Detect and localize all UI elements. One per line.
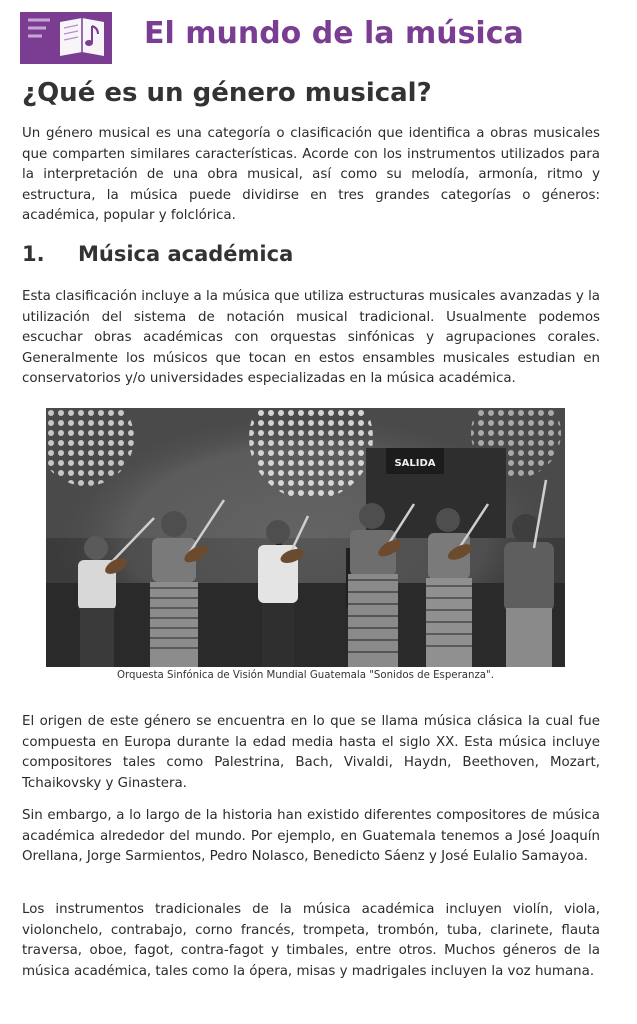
intro-paragraph: Un género musical es una categoría o clasificación que identifica a obras musicales que comparten similares características. Acorde con los instrumentos utilizados para la interpretación de una obra musical, así como su melodía, armonía, ritmo y estructura, la música puede dividirse en tres grandes categorías o géneros: académica, popular y folclórica. (22, 126, 600, 224)
subsection-title: Música académica (78, 242, 294, 266)
section-title: ¿Qué es un género musical? (22, 78, 432, 108)
orchestra-photo (46, 408, 565, 667)
photo-caption: Orquesta Sinfónica de Visión Mundial Guatemala "Sonidos de Esperanza". (117, 670, 494, 681)
chapter-title: El mundo de la música (144, 16, 524, 51)
page-header (20, 12, 620, 66)
origin-paragraph: El origen de este género se encuentra en lo que se llama música clásica la cual fue compuesta en Europa durante la edad media hasta el siglo XX. Esta música incluye compositores tales como Palestrina, Bach, Vivaldi, Haydn, Beethoven, Mozart, Tchaikovsky y Ginastera. (22, 714, 600, 791)
exit-sign: SALIDA (394, 458, 436, 469)
music-book-icon (20, 12, 112, 64)
subsection-number: 1. (22, 242, 45, 266)
academic-paragraph: Esta clasificación incluye a la música que utiliza estructuras musicales avanzadas y la utilización del sistema de notación musical tradicional. Usualmente podemos escuchar obras académicas con orquestas sinfónicas y agrupaciones corales. Generalmente los músicos que tocan en estos ensambles musicales estudian en conservatorios y/o universidades especializadas en la música académica. (22, 289, 600, 387)
composers-paragraph: Sin embargo, a lo largo de la historia han existido diferentes compositores de música académica alrededor del mundo. Por ejemplo, en Guatemala tenemos a José Joaquín Orellana, Jorge Sarmientos, Pedro Nolasco, Benedicto Sáenz y José Eulalio Samayoa. (22, 808, 600, 865)
subsection-heading (22, 242, 293, 266)
instruments-paragraph: Los instrumentos tradicionales de la música académica incluyen violín, viola, violonchelo, contrabajo, corno francés, trompeta, trombón, tuba, clarinete, flauta traversa, oboe, fagot, contra-fagot y timbales, entre otros. Muchos géneros de la música académica, tales como la ópera, misas y madrigales incluyen la voz humana. (22, 902, 600, 979)
